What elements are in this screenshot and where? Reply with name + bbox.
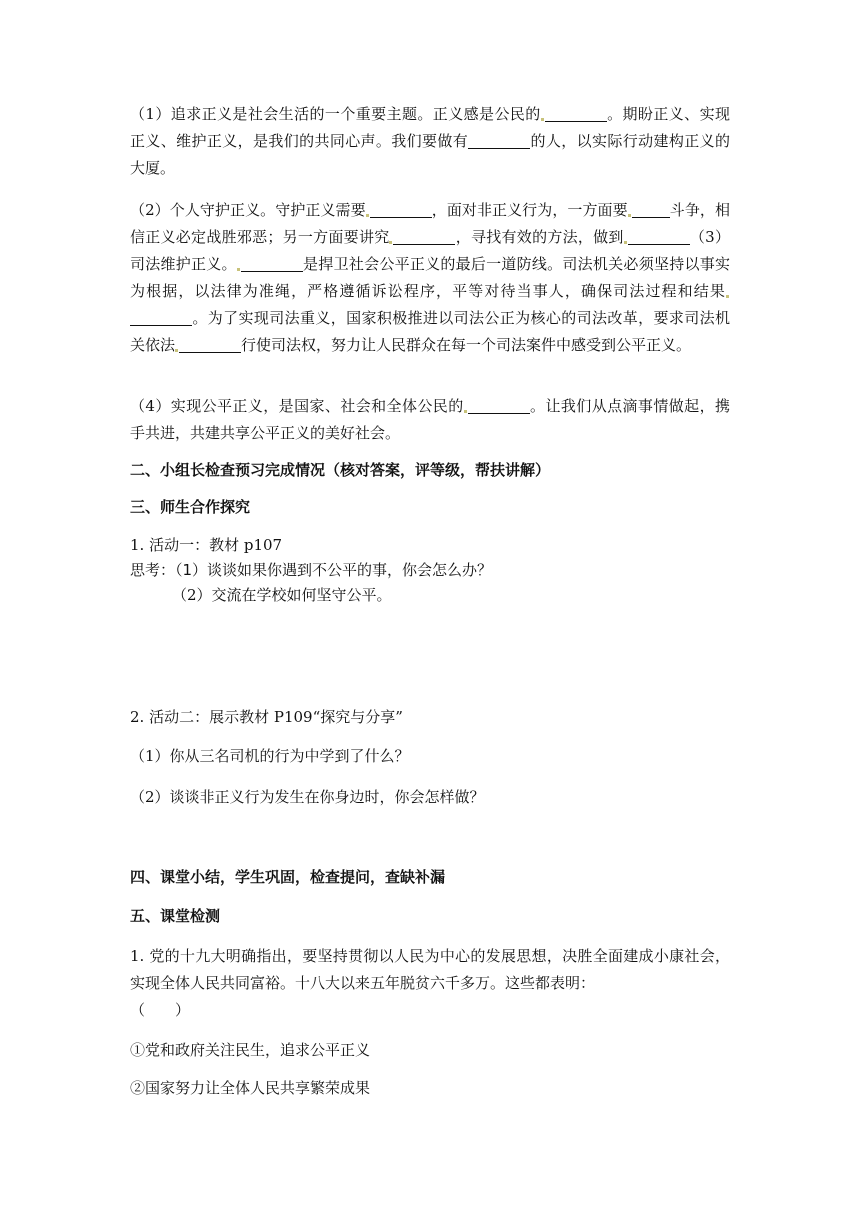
fill-blank[interactable] [179,336,241,353]
option-1: ①党和政府关注民生，追求公平正义 [130,1041,371,1059]
edit-mark [237,268,240,271]
edit-mark [366,214,369,217]
edit-mark [628,214,631,217]
paragraph-defend-justice [130,197,730,359]
edit-mark [389,241,392,244]
text-segment: 的人，以实际行动建构正义的大厦。 [130,132,730,177]
text-segment: （1）追求正义是社会生活的一个重要主题。正义感是公民的 [130,105,541,123]
test-question1 [130,943,730,1024]
activity1-title: 1. 活动一：教材 p107 [130,536,283,554]
question-stem: 1. 党的十九大明确指出，要坚持贯彻以人民为中心的发展思想，决胜全面建成小康社会，实现全体人民共同富裕。十八大以来五年脱贫六千多万。这些都表明： [130,947,730,992]
paragraph-fair-justice [130,393,730,447]
fill-blank[interactable] [130,309,192,326]
answer-parentheses: （ ） [130,1001,191,1019]
fill-blank[interactable] [468,397,530,414]
text-segment: ，寻找有效的方法，做到 [455,228,624,246]
text-segment: （2）个人守护正义。守护正义需要 [130,201,366,219]
fill-blank[interactable] [370,201,432,218]
text-segment: （3）司法维护正义。 [130,228,730,273]
text-segment: （4）实现公平正义，是国家、社会和全体公民的 [130,397,464,415]
edit-mark [541,118,544,121]
fill-blank[interactable] [628,228,690,245]
text-segment: 行使司法权，努力让人民群众在每一个司法案件中感受到公平正义。 [241,336,692,354]
heading-cooperation: 三、师生合作探究 [130,498,251,516]
fill-blank[interactable] [632,201,670,218]
edit-mark [726,295,729,298]
fill-blank[interactable] [393,228,455,245]
text-segment: 是捍卫社会公平正义的最后一道防线。司法机关必须坚持以事实为根据，以法律为准绳，严格遵循诉讼程序，平等对待当事人，确保司法过程和结果 [130,255,730,300]
edit-mark [624,241,627,244]
fill-blank[interactable] [468,132,530,149]
activity1-question2: （2）交流在学校如何坚守公平。 [172,586,392,604]
text-segment: ，面对非正义行为，一方面要 [431,201,628,219]
heading-summary: 四、课堂小结，学生巩固，检查提问，查缺补漏 [130,868,446,886]
activity2-title: 2. 活动二：展示教材 P109“探究与分享” [130,708,403,726]
heading-test: 五、课堂检测 [130,907,221,925]
activity1-question1: 思考：（1）谈谈如果你遇到不公平的事，你会怎么办？ [130,561,493,579]
text-segment: 。期盼正义、实现正义、维护正义，是我们的共同心声。我们要做有 [130,105,730,150]
activity2-question2: （2）谈谈非正义行为发生在你身边时，你会怎样做？ [130,788,485,806]
text-segment: 。为了实现司法重义，国家积极推进以司法公正为核心的司法改革，要求司法机关依法 [130,309,730,354]
text-segment: 斗争，相信正义必定战胜邪恶；另一方面要讲究 [130,201,730,246]
fill-blank[interactable] [545,105,607,122]
edit-mark [175,349,178,352]
text-segment: 。让我们从点滴事情做起，携手共进，共建共享公平正义的美好社会。 [130,397,730,442]
activity2-question1: （1）你从三名司机的行为中学到了什么？ [130,747,410,765]
option-2: ②国家努力让全体人民共享繁荣成果 [130,1079,371,1097]
heading-group-check: 二、小组长检查预习完成情况（核对答案，评等级，帮扶讲解） [130,461,551,479]
edit-mark [464,410,467,413]
fill-blank[interactable] [241,255,303,272]
paragraph-justice-theme [130,101,730,182]
